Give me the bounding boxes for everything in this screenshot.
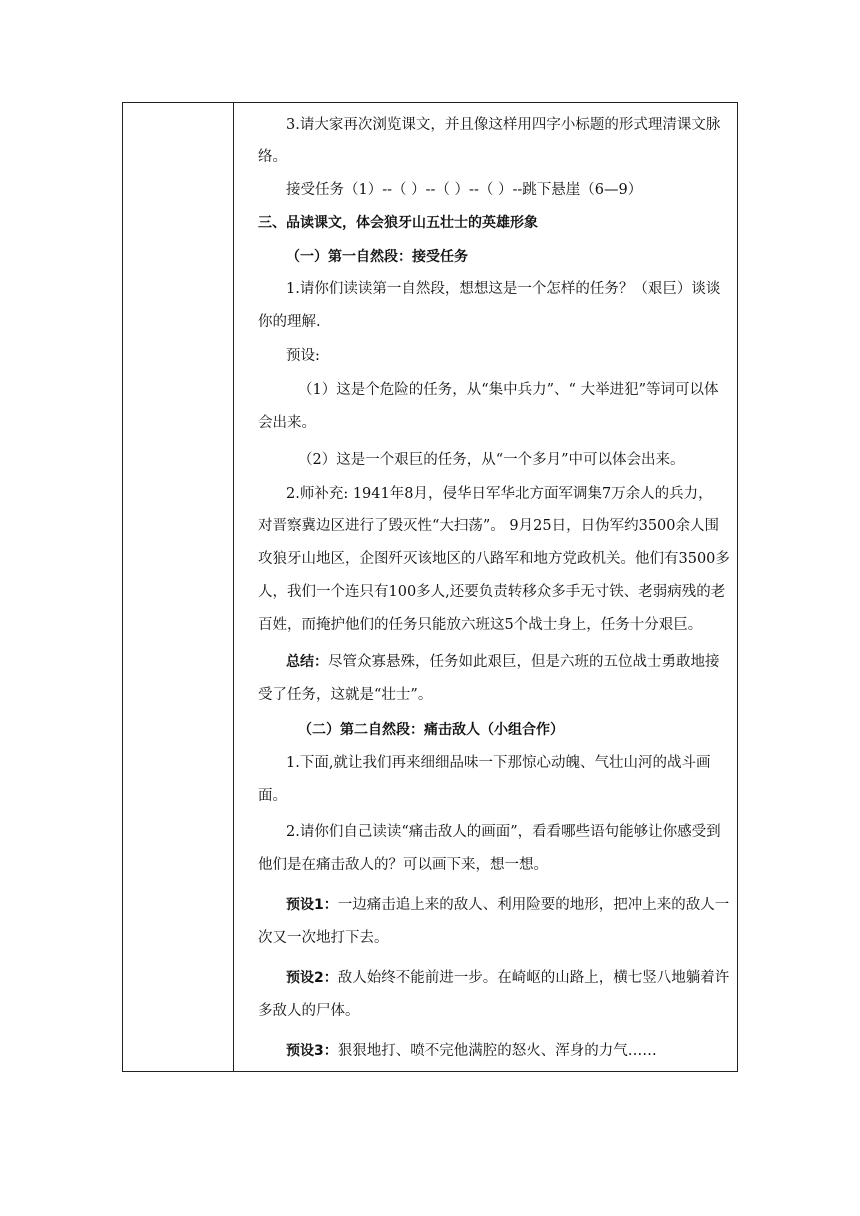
text-line: 多敌人的尸体。 — [258, 1003, 360, 1019]
text-line: 2.师补充: 1941年8月，侵华日军华北方面军调集7万余人的兵力， — [286, 486, 713, 502]
text-line: 人，我们一个连只有100多人,还要负责转移众多手无寸铁、老弱病残的老 — [258, 584, 726, 600]
text-line: （1）这是个危险的任务，从“集中兵力”、“ 大举进犯”等词可以体 — [298, 382, 719, 398]
text-line: 受了任务，这就是“壮士”。 — [258, 687, 433, 703]
subsection-heading: （二）第二自然段：痛击敌人（小组合作） — [298, 722, 564, 738]
preset-line — [258, 962, 728, 995]
summary-line — [258, 646, 728, 679]
preset-label: 预设1： — [286, 897, 338, 913]
text-line: 2.请你们自己读读“痛击敌人的画面”，看看哪些语句能够让你感受到 — [286, 824, 721, 840]
preset-text: 敌人始终不能前进一步。在崎岖的山路上，横七竖八地躺着许 — [337, 970, 730, 986]
text-line: 对晋察冀边区进行了毁灭性“大扫荡”。 9月25日，日伪军约3500余人围 — [258, 518, 720, 534]
preset-label: 预设2： — [286, 970, 338, 986]
summary-text: 尽管众寡悬殊，任务如此艰巨，但是六班的五位战士勇敢地接 — [328, 654, 720, 670]
summary-label: 总结： — [286, 654, 328, 670]
preset-text: 狠狠地打、喷不完他满腔的怒火、浑身的力气…… — [337, 1043, 657, 1059]
text-line: 1.请你们读读第一自然段，想想这是一个怎样的任务？（艰巨）谈谈 — [286, 281, 721, 297]
text-line: 你的理解. — [258, 314, 321, 330]
subsection-heading: （一）第一自然段：接受任务 — [286, 249, 468, 265]
preset-text: 一边痛击追上来的敌人、利用险要的地形，把冲上来的敌人一 — [337, 897, 730, 913]
text-line: 接受任务（1）--（ ）--（ ）--（ ）--跳下悬崖（6—9） — [286, 182, 643, 198]
text-line: 攻狼牙山地区，企图歼灭该地区的八路军和地方党政机关。他们有3500多 — [258, 551, 730, 567]
text-line: 1.下面,就让我们再来细细品味一下那惊心动魄、气壮山河的战斗画 — [286, 755, 711, 771]
lesson-table — [122, 102, 738, 1072]
preset-line — [258, 889, 728, 922]
text-line: 络。 — [258, 149, 287, 165]
text-line: 3.请大家再次浏览课文，并且像这样用四字小标题的形式理清课文脉 — [286, 117, 721, 133]
text-line: 他们是在痛击敌人的？可以画下来，想一想。 — [258, 857, 548, 873]
text-line: 次又一次地打下去。 — [258, 930, 389, 946]
text-line: 百姓，而掩护他们的任务只能放六班这5个战士身上，任务十分艰巨。 — [258, 617, 703, 633]
section-heading: 三、品读课文，体会狼牙山五壮士的英雄形象 — [258, 215, 538, 231]
text-line: 面。 — [258, 788, 287, 804]
preset-line — [258, 1035, 728, 1068]
text-line: 会出来。 — [258, 415, 316, 431]
text-line: 预设: — [286, 348, 320, 364]
column-divider — [233, 103, 234, 1071]
preset-label: 预设3： — [286, 1043, 338, 1059]
text-line: （2）这是一个艰巨的任务，从“一个多月”中可以体会出来。 — [298, 452, 685, 468]
